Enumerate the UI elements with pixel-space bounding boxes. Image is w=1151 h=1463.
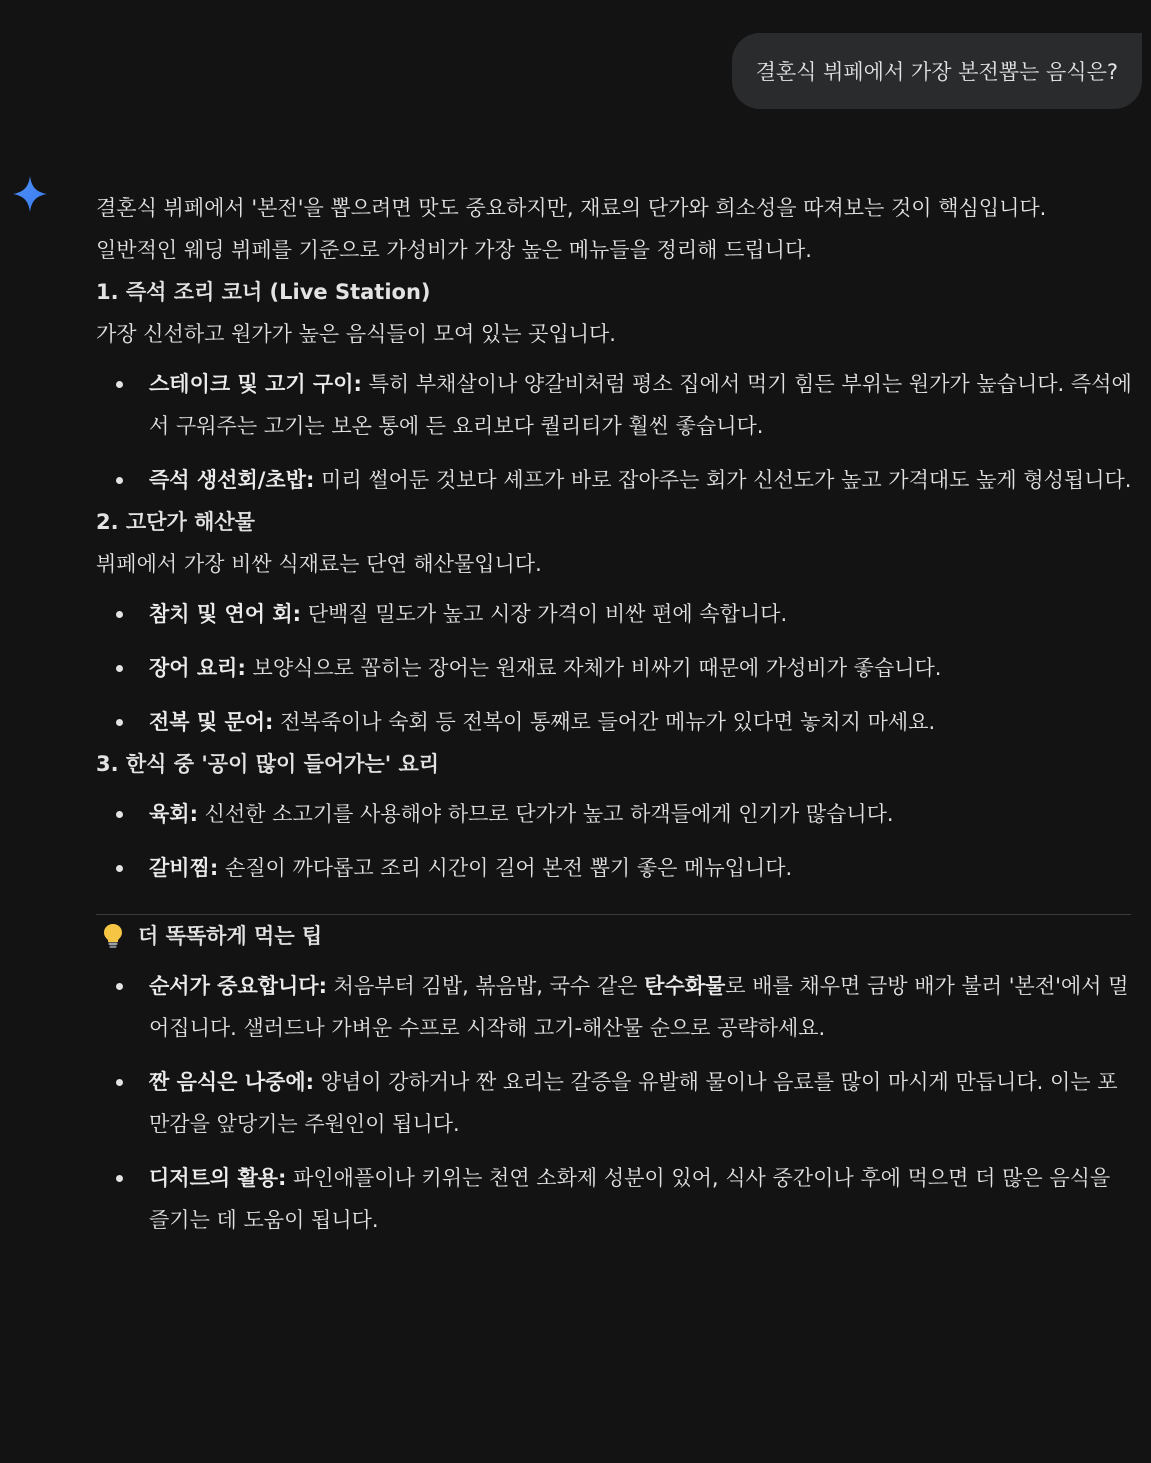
section-lead-1: 가장 신선하고 원가가 높은 음식들이 모여 있는 곳입니다. [96, 322, 616, 346]
list-item [96, 793, 1136, 835]
item-emphasis: 탄수화물 [644, 974, 726, 998]
list-item [96, 593, 1136, 635]
sparkle-icon [12, 175, 48, 213]
item-text: 파인애플이나 키위는 천연 소화제 성분이 있어, 식사 중간이나 후에 먹으면 더 많은 음식을 즐기는 데 도움이 됩니다. [149, 1166, 1111, 1232]
section-list-3 [96, 793, 1136, 889]
item-label: 짠 음식은 나중에: [149, 1070, 315, 1094]
item-text: 전복죽이나 숙회 등 전복이 통째로 들어간 메뉴가 있다면 놓치지 마세요. [273, 710, 936, 734]
item-text: 손질이 까다롭고 조리 시간이 길어 본전 뽑기 좋은 메뉴입니다. [218, 856, 793, 880]
section-heading-2: 2. 고단가 해산물 [96, 510, 255, 534]
intro-line-1: 결혼식 뷔페에서 '본전'을 뽑으려면 맛도 중요하지만, 재료의 단가와 희소성을 따져보는 것이 핵심입니다. [96, 196, 1047, 220]
assistant-response [96, 187, 1136, 1241]
item-text: 미리 썰어둔 것보다 셰프가 바로 잡아주는 회가 신선도가 높고 가격대도 높게 형성됩니다. [314, 468, 1132, 492]
section-heading-1: 1. 즉석 조리 코너 (Live Station) [96, 280, 431, 304]
list-item [96, 647, 1136, 689]
item-label: 순서가 중요합니다: [149, 974, 327, 998]
section-heading-3: 3. 한식 중 '공이 많이 들어가는' 요리 [96, 752, 440, 776]
section-list-2 [96, 593, 1136, 743]
tips-title: 더 똑똑하게 먹는 팁 [138, 924, 323, 948]
item-label: 즉석 생선회/초밥: [149, 468, 315, 492]
item-label: 스테이크 및 고기 구이: [149, 372, 362, 396]
user-message-text: 결혼식 뷔페에서 가장 본전뽑는 음식은? [755, 60, 1118, 84]
user-message-bubble [732, 33, 1142, 109]
list-item [96, 1157, 1136, 1241]
item-label: 참치 및 연어 회: [149, 602, 302, 626]
item-text: 처음부터 김밥, 볶음밥, 국수 같은 [327, 974, 645, 998]
list-item [96, 701, 1136, 743]
item-text: 특히 부채살이나 양갈비처럼 평소 집에서 먹기 힘든 부위는 원가가 높습니다. 즉석에서 구워주는 고기는 보온 통에 든 요리보다 퀄리티가 훨씬 좋습니다. [149, 372, 1132, 438]
list-item [96, 459, 1136, 501]
tips-heading [96, 915, 1136, 957]
item-text: 양념이 강하거나 짠 요리는 갈증을 유발해 물이나 음료를 많이 마시게 만듭니다. 이는 포만감을 앞당기는 주원인이 됩니다. [149, 1070, 1118, 1136]
item-text: 로 배를 채우면 금방 배가 불러 '본전'에서 멀어집니다. 샐러드나 가벼운 수프로 시작해 고기-해산물 순으로 공략하세요. [149, 974, 1129, 1040]
lightbulb-icon [102, 923, 124, 949]
item-text: 신선한 소고기를 사용해야 하므로 단가가 높고 하객들에게 인기가 많습니다. [197, 802, 894, 826]
section-list-1 [96, 363, 1136, 501]
list-item [96, 363, 1136, 447]
item-label: 장어 요리: [149, 656, 246, 680]
intro-line-2: 일반적인 웨딩 뷔페를 기준으로 가성비가 가장 높은 메뉴들을 정리해 드립니다. [96, 238, 812, 262]
section-lead-2: 뷔페에서 가장 비싼 식재료는 단연 해산물입니다. [96, 552, 542, 576]
list-item [96, 965, 1136, 1049]
list-item [96, 847, 1136, 889]
tips-list [96, 965, 1136, 1241]
item-label: 육회: [149, 802, 198, 826]
item-text: 단백질 밀도가 높고 시장 가격이 비싼 편에 속합니다. [301, 602, 788, 626]
item-text: 보양식으로 꼽히는 장어는 원재료 자체가 비싸기 때문에 가성비가 좋습니다. [245, 656, 942, 680]
list-item [96, 1061, 1136, 1145]
item-label: 디저트의 활용: [149, 1166, 287, 1190]
item-label: 전복 및 문어: [149, 710, 274, 734]
item-label: 갈비찜: [149, 856, 219, 880]
